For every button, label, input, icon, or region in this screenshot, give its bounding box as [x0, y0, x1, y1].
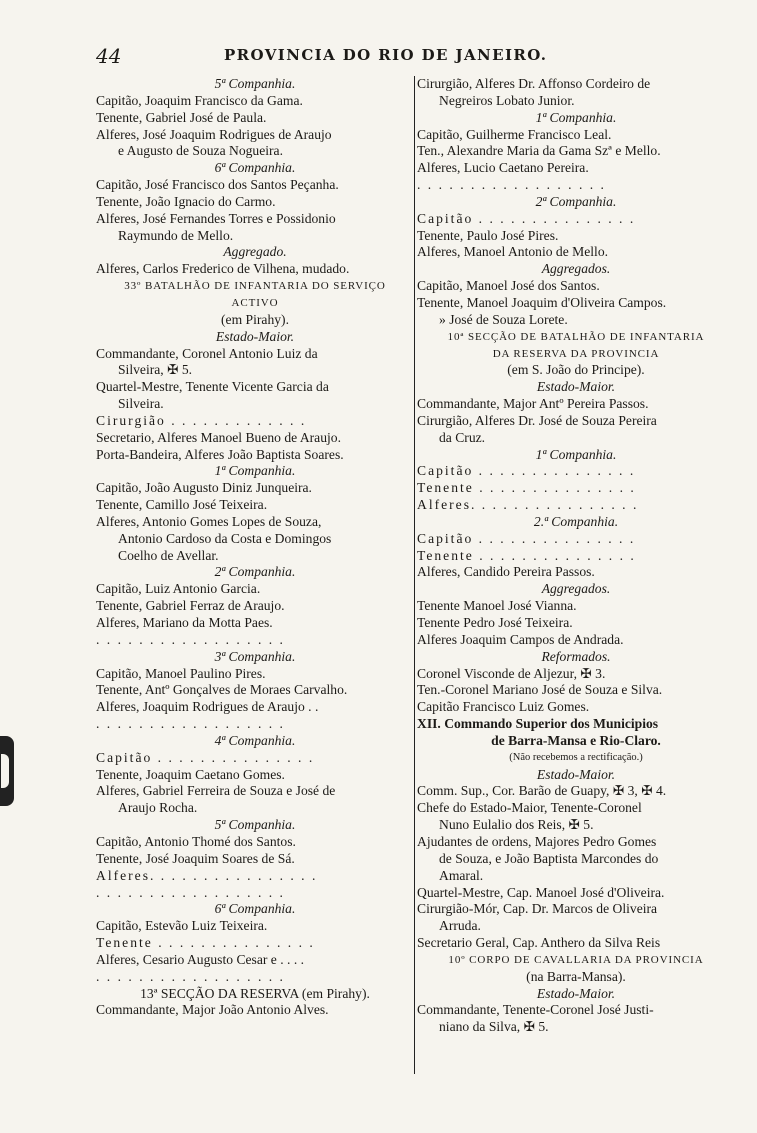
- right-text-line: Alferes. . . . . . . . . . . . . . . .: [417, 497, 639, 513]
- left-text-line: Capitão, Manoel Paulino Pires.: [96, 665, 266, 681]
- right-text-line: Estado-Maior.: [536, 766, 616, 782]
- right-text-line: Alferes Joaquim Campos de Andrada.: [417, 631, 624, 647]
- left-text-line: Tenente, Antº Gonçalves de Moraes Carvalho.: [96, 682, 348, 698]
- left-text-line: Tenente, Gabriel Ferraz de Araujo.: [96, 598, 285, 614]
- left-text-line: 13ª SECÇÃO DA RESERVA (em Pirahy).: [140, 985, 370, 1001]
- left-text-line: Tenente, Gabriel José de Paula.: [96, 109, 267, 125]
- left-text-line: Alferes, Joaquim Rodrigues de Araujo . .: [96, 699, 319, 715]
- left-text-line: Capitão, Luiz Antonio Garcia.: [96, 581, 261, 597]
- left-text-line: 5ª Companhia.: [214, 817, 296, 833]
- right-text-line: Capitão, Manoel José dos Santos.: [417, 278, 600, 294]
- left-text-line: Aggregado.: [223, 244, 287, 260]
- left-column: [96, 76, 414, 1019]
- left-text-line: Alferes, Gabriel Ferreira de Souza e José de: [96, 783, 336, 799]
- right-text-line: Capitão Francisco Luiz Gomes.: [417, 699, 590, 715]
- left-text-line: Silveira.: [118, 396, 164, 412]
- left-text-line: . . . . . . . . . . . . . . . . . .: [96, 716, 285, 732]
- right-text-line: Aggregados.: [541, 261, 611, 277]
- left-text-line: Capitão, Estevão Luiz Teixeira.: [96, 918, 268, 934]
- left-text-line: 33º BATALHÃO DE INFANTARIA DO SERVIÇO: [124, 280, 386, 293]
- right-text-line: Coronel Visconde de Aljezur, ✠ 3.: [417, 665, 606, 681]
- left-text-line: Alferes, José Joaquim Rodrigues de Araujo: [96, 126, 332, 142]
- left-text-line: 5ª Companhia.: [214, 76, 296, 91]
- right-text-line: Tenente, Manoel Joaquim d'Oliveira Campos.: [417, 294, 667, 310]
- right-text-line: Alferes, Lucio Caetano Pereira.: [417, 160, 589, 176]
- left-text-line: Capitão, Antonio Thomé dos Santos.: [96, 833, 296, 849]
- right-text-line: (em S. João do Principe).: [507, 362, 645, 378]
- right-text-line: Arruda.: [439, 918, 481, 934]
- right-text-line: Cirurgião, Alferes Dr. Affonso Cordeiro de: [417, 76, 651, 91]
- right-text-line: Ajudantes de ordens, Majores Pedro Gomes: [417, 833, 657, 849]
- left-text-line: Secretario, Alferes Manoel Bueno de Araujo.: [96, 429, 341, 445]
- right-text-line: » José de Souza Lorete.: [439, 311, 568, 327]
- left-text-line: Capitão, Joaquim Francisco da Gama.: [96, 92, 303, 108]
- left-text-line: Alferes, Carlos Frederico de Vilhena, mudado.: [96, 261, 350, 277]
- left-text-line: Cirurgião . . . . . . . . . . . . .: [96, 412, 307, 428]
- left-text-line: Silveira, ✠ 5.: [118, 362, 193, 378]
- right-text-line: Cirurgião, Alferes Dr. José de Souza Pereira: [417, 412, 657, 428]
- right-text-line: Tenente . . . . . . . . . . . . . . .: [417, 547, 636, 563]
- right-text-line: Tenente, Paulo José Pires.: [417, 227, 559, 243]
- left-text-line: 1ª Companhia.: [214, 463, 296, 479]
- right-text-line: Secretario Geral, Cap. Anthero da Silva Reis: [417, 935, 661, 951]
- right-text-line: Ten.-Coronel Mariano José de Souza e Silva.: [417, 682, 663, 698]
- right-text-line: Tenente . . . . . . . . . . . . . . .: [417, 480, 636, 496]
- left-text-line: Capitão . . . . . . . . . . . . . . .: [96, 749, 315, 765]
- left-text-line: Coelho de Avellar.: [118, 547, 219, 563]
- left-text-line: 4ª Companhia.: [214, 732, 296, 748]
- right-text-line: . . . . . . . . . . . . . . . . . .: [417, 177, 606, 193]
- right-text-line: Chefe do Estado-Maior, Tenente-Coronel: [417, 800, 642, 816]
- page-number: 44: [96, 44, 122, 68]
- left-text-line: Porta-Bandeira, Alferes João Baptista Soares.: [96, 446, 344, 462]
- right-text-line: Ten., Alexandre Maria da Gama Szª e Mello.: [417, 143, 661, 159]
- right-text-line: Alferes, Manoel Antonio de Mello.: [417, 244, 609, 260]
- right-text-line: Capitão . . . . . . . . . . . . . . .: [417, 530, 636, 546]
- left-text-line: Antonio Cardoso da Costa e Domingos: [118, 530, 332, 546]
- right-text-line: Estado-Maior.: [536, 985, 616, 1001]
- left-text-line: Tenente, João Ignacio do Carmo.: [96, 193, 276, 209]
- left-text-line: . . . . . . . . . . . . . . . . . .: [96, 631, 285, 647]
- left-text-line: 6ª Companhia.: [214, 901, 296, 917]
- left-text-line: Alferes, José Fernandes Torres e Possidonio: [96, 210, 336, 226]
- right-text-line: 2.ª Companhia.: [533, 513, 619, 529]
- left-text-line: e Augusto de Souza Nogueira.: [118, 143, 283, 159]
- right-text-line: Comm. Sup., Cor. Barão de Guapy, ✠ 3, ✠ 4.: [417, 783, 667, 799]
- right-text-line: XII. Commando Superior dos Municipios: [417, 716, 659, 732]
- left-text-line: 3ª Companhia.: [214, 648, 296, 664]
- right-text-line: 10ª SECÇÃO DE BATALHÃO DE INFANTARIA: [447, 330, 705, 343]
- right-text-line: Cirurgião-Mór, Cap. Dr. Marcos de Oliveira: [417, 901, 658, 917]
- right-text-line: (na Barra-Mansa).: [526, 968, 626, 984]
- left-text-line: Tenente, Joaquim Caetano Gomes.: [96, 766, 285, 782]
- left-text-line: Tenente, José Joaquim Soares de Sá.: [96, 850, 295, 866]
- left-text-line: Araujo Rocha.: [118, 800, 198, 816]
- right-text-line: Tenente Pedro José Teixeira.: [417, 615, 573, 630]
- left-text-line: Capitão, José Francisco dos Santos Peçanha.: [96, 177, 339, 193]
- left-text-line: Quartel-Mestre, Tenente Vicente Garcia da: [96, 379, 329, 395]
- right-text-line: niano da Silva, ✠ 5.: [439, 1019, 549, 1035]
- right-column: [417, 76, 735, 1036]
- left-text-line: Alferes. . . . . . . . . . . . . . . .: [96, 867, 318, 883]
- right-text-line: Nuno Eulalio dos Reis, ✠ 5.: [439, 817, 594, 833]
- right-text-line: Amaral.: [439, 867, 484, 883]
- right-text-line: de Souza, e João Baptista Marcondes do: [439, 850, 659, 866]
- left-text-line: Commandante, Major João Antonio Alves.: [96, 1002, 329, 1018]
- left-text-line: Capitão, João Augusto Diniz Junqueira.: [96, 480, 312, 496]
- right-text-line: Commandante, Tenente-Coronel José Justi-: [417, 1002, 654, 1018]
- right-text-line: Commandante, Major Antº Pereira Passos.: [417, 396, 649, 412]
- right-text-line: 10º CORPO DE CAVALLARIA DA PROVINCIA: [448, 953, 704, 966]
- right-text-line: Capitão . . . . . . . . . . . . . . .: [417, 210, 636, 226]
- binding-mark: [0, 736, 14, 806]
- right-text-line: DA RESERVA DA PROVINCIA: [492, 347, 660, 360]
- left-text-line: Tenente, Camillo José Teixeira.: [96, 497, 268, 513]
- column-divider: [414, 76, 415, 1074]
- right-text-line: Negreiros Lobato Junior.: [439, 92, 575, 108]
- left-text-line: . . . . . . . . . . . . . . . . . .: [96, 884, 285, 900]
- left-text-line: 6ª Companhia.: [214, 160, 296, 176]
- page-header: [96, 44, 716, 70]
- page-title: PROVINCIA DO RIO DE JANEIRO.: [224, 46, 548, 64]
- left-text-line: 2ª Companhia.: [214, 564, 296, 580]
- right-text-line: da Cruz.: [439, 429, 486, 445]
- right-text-line: Alferes, Candido Pereira Passos.: [417, 564, 595, 580]
- right-text-line: (Não recebemos a rectificação.): [509, 751, 643, 763]
- right-text-line: Quartel-Mestre, Cap. Manoel José d'Oliveira.: [417, 884, 665, 900]
- right-text-line: 1ª Companhia.: [535, 446, 617, 462]
- left-text-line: (em Pirahy).: [221, 311, 289, 327]
- left-text-line: Estado-Maior.: [215, 328, 295, 344]
- right-text-line: 2ª Companhia.: [535, 193, 617, 209]
- left-text-line: Commandante, Coronel Antonio Luiz da: [96, 345, 318, 361]
- left-text-line: Alferes, Mariano da Motta Paes.: [96, 615, 273, 630]
- right-text-line: Capitão . . . . . . . . . . . . . . .: [417, 463, 636, 479]
- left-text-line: Alferes, Cesario Augusto Cesar e . . . .: [96, 951, 305, 967]
- right-text-line: 1ª Companhia.: [535, 109, 617, 125]
- left-text-line: Tenente . . . . . . . . . . . . . . .: [96, 935, 315, 951]
- left-text-line: Raymundo de Mello.: [118, 227, 234, 243]
- left-text-line: ACTIVO: [231, 296, 279, 309]
- right-text-line: de Barra-Mansa e Rio-Claro.: [491, 732, 661, 748]
- right-text-line: Reformados.: [541, 648, 611, 664]
- right-text-line: Capitão, Guilherme Francisco Leal.: [417, 126, 612, 142]
- right-text-line: Estado-Maior.: [536, 379, 616, 395]
- left-text-line: Alferes, Antonio Gomes Lopes de Souza,: [96, 513, 322, 529]
- right-text-line: Aggregados.: [541, 581, 611, 597]
- right-text-line: Tenente Manoel José Vianna.: [417, 598, 577, 614]
- left-text-line: . . . . . . . . . . . . . . . . . .: [96, 968, 285, 984]
